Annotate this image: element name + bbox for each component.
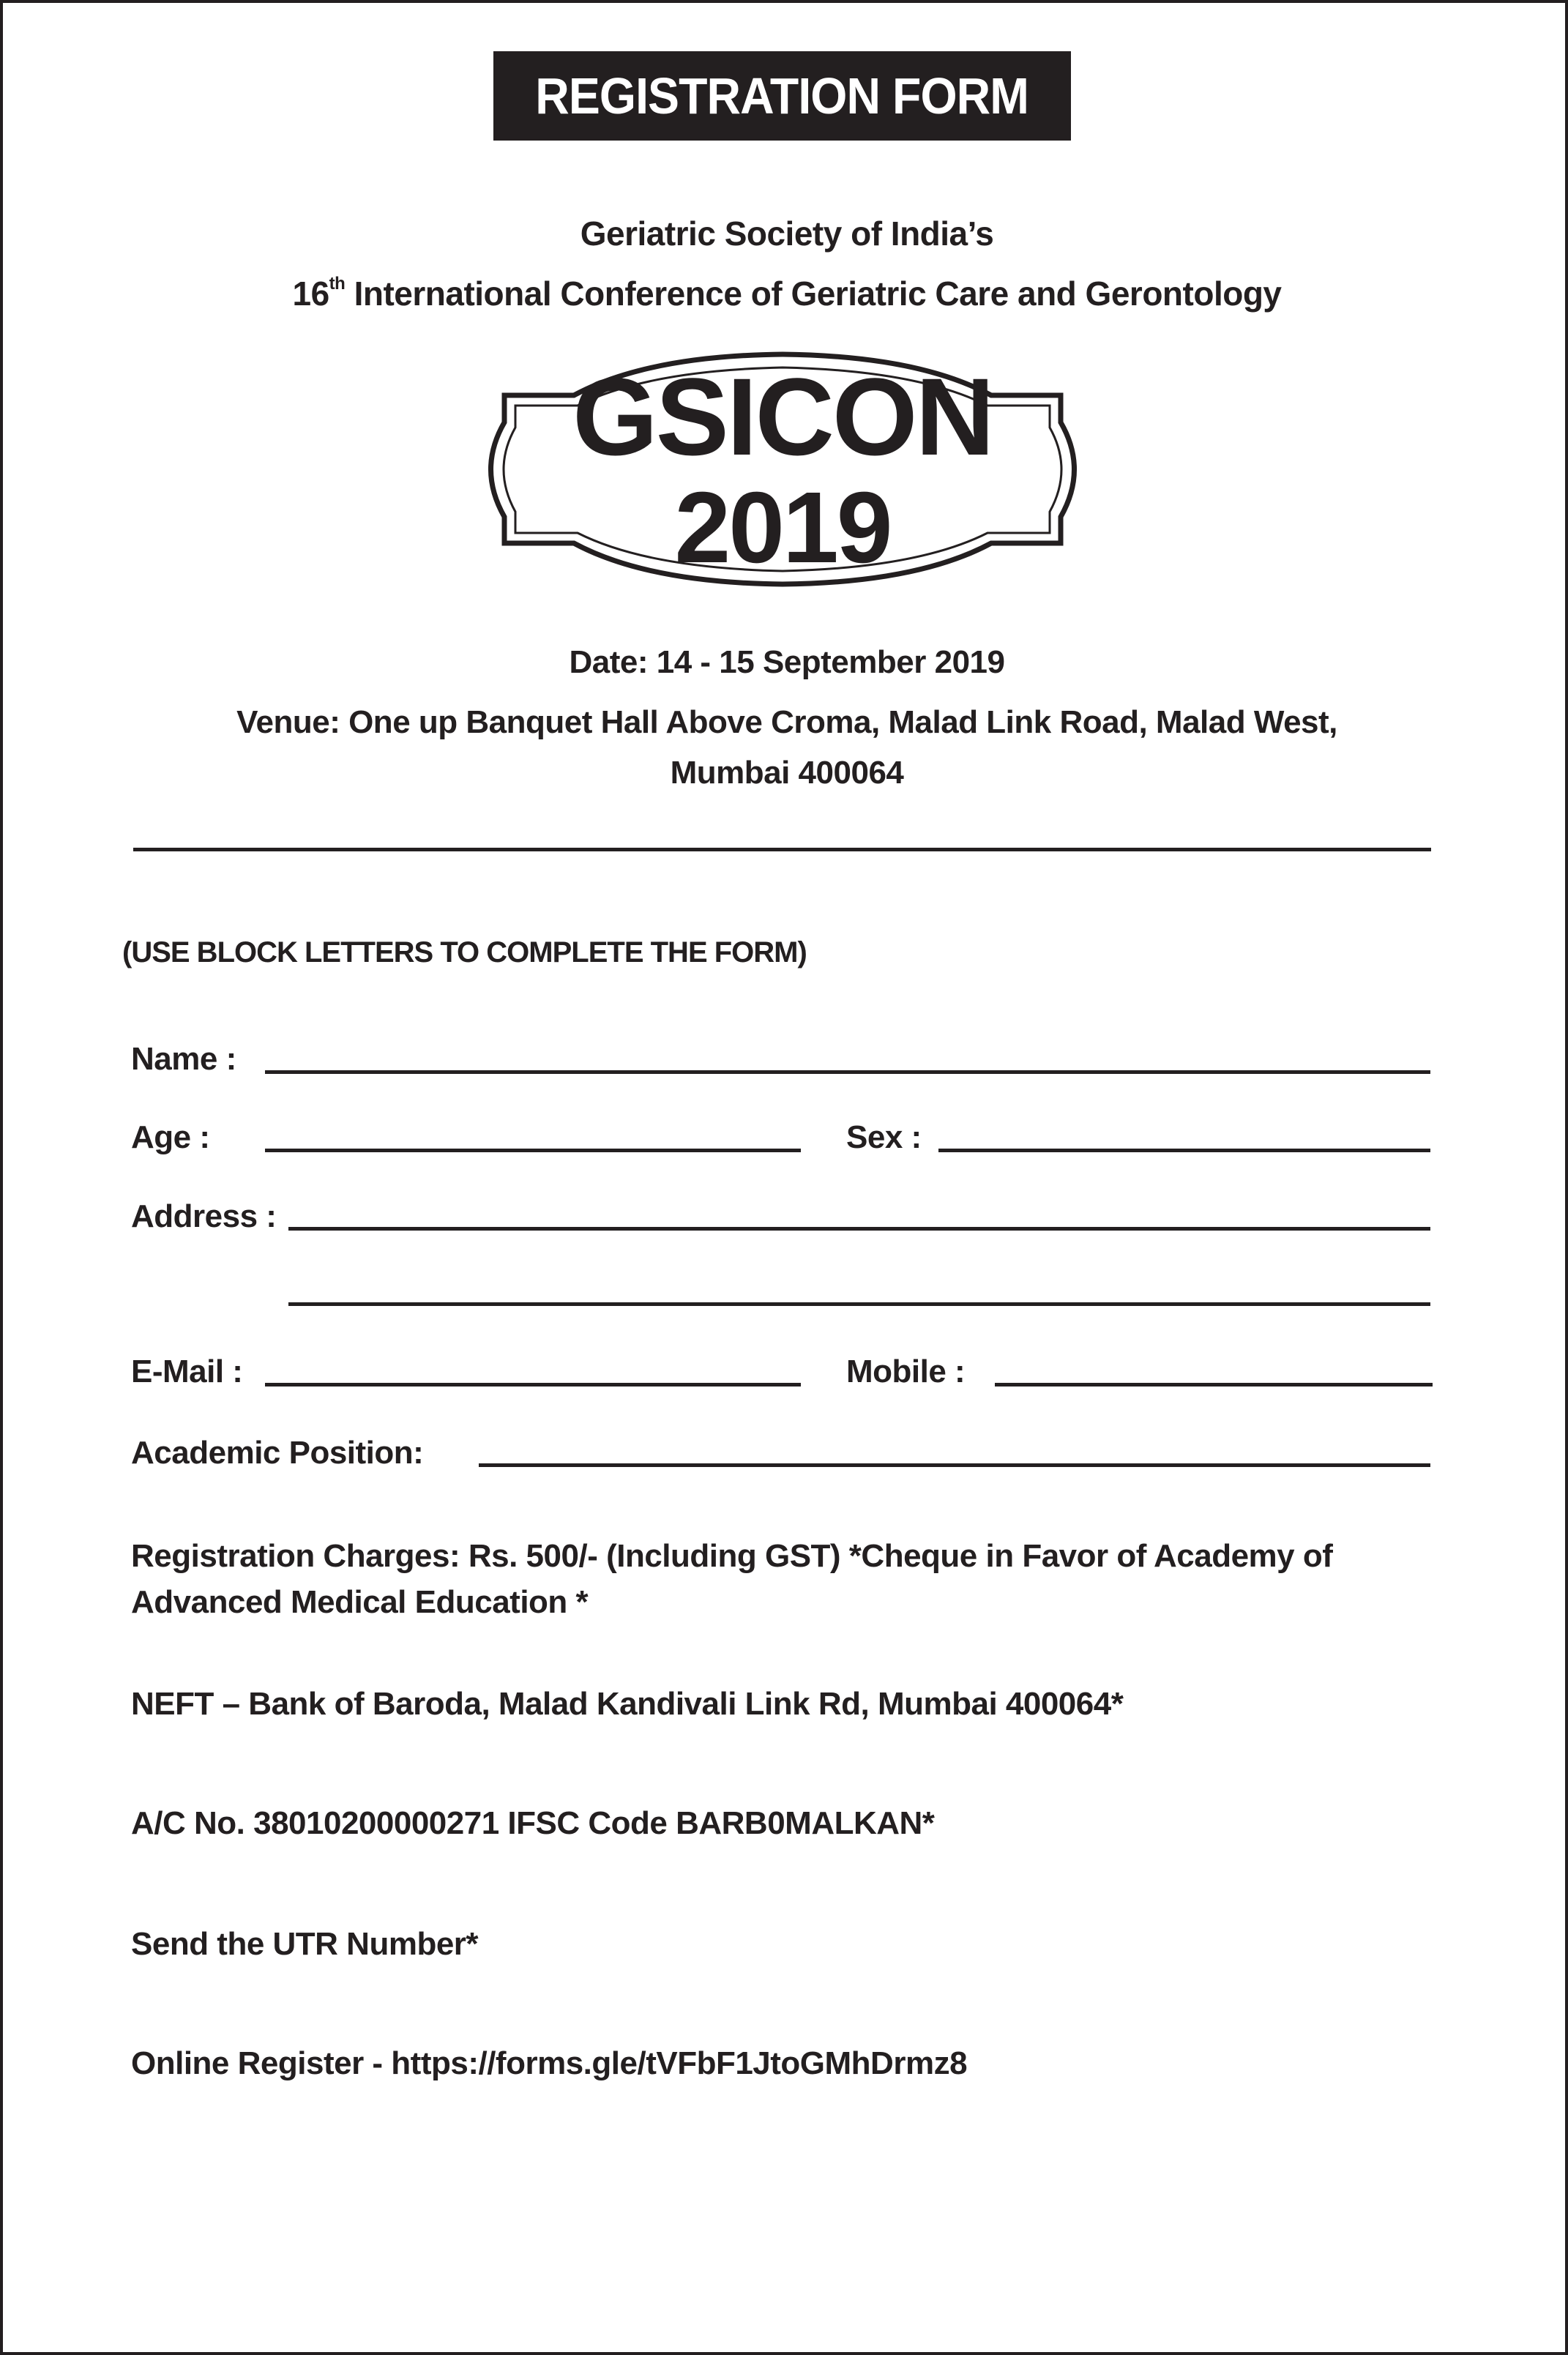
account-details: A/C No. 38010200000271 IFSC Code BARB0MALKAN* — [131, 1805, 935, 1841]
age-label: Age : — [131, 1119, 210, 1155]
registration-charges-line2: Advanced Medical Education * — [131, 1584, 589, 1620]
academic-position-field[interactable] — [479, 1463, 1430, 1467]
utr-instruction: Send the UTR Number* — [131, 1926, 479, 1962]
badge-event-name: GSICON — [572, 355, 993, 478]
conference-name: International Conference of Geriatric Care and Gerontology — [354, 275, 1282, 313]
conference-ordinal-suffix: th — [329, 274, 346, 294]
form-title: REGISTRATION FORM — [535, 67, 1029, 124]
organization-name: Geriatric Society of India’s — [580, 214, 994, 253]
neft-bank-details: NEFT – Bank of Baroda, Malad Kandivali Link Rd, Mumbai 400064* — [131, 1686, 1124, 1722]
section-divider — [133, 848, 1431, 851]
online-register-label: Online Register - — [131, 2045, 392, 2081]
name-label: Name : — [131, 1041, 236, 1077]
event-venue-line2: Mumbai 400064 — [670, 755, 904, 791]
online-register-link[interactable]: https://forms.gle/tVFbF1JtoGMhDrmz8 — [391, 2045, 968, 2081]
title-banner — [493, 51, 1071, 141]
address-label: Address : — [131, 1198, 277, 1234]
mobile-label: Mobile : — [846, 1354, 966, 1389]
sex-field[interactable] — [938, 1149, 1430, 1152]
age-field[interactable] — [265, 1149, 801, 1152]
gsicon-badge — [471, 347, 1094, 592]
conference-ordinal-number: 16 — [292, 275, 329, 313]
email-field[interactable] — [265, 1383, 801, 1386]
mobile-field[interactable] — [995, 1383, 1433, 1386]
email-label: E-Mail : — [131, 1354, 243, 1389]
badge-event-year: 2019 — [674, 471, 891, 584]
name-field[interactable] — [265, 1070, 1430, 1074]
registration-charges-line1: Registration Charges: Rs. 500/- (Including GST) *Cheque in Favor of Academy of — [131, 1538, 1333, 1574]
form-instruction: (USE BLOCK LETTERS TO COMPLETE THE FORM) — [122, 936, 807, 969]
sex-label: Sex : — [846, 1119, 922, 1155]
conference-title — [3, 274, 1568, 313]
address-field-line1[interactable] — [288, 1227, 1430, 1231]
event-date: Date: 14 - 15 September 2019 — [569, 644, 1005, 680]
academic-position-label: Academic Position: — [131, 1435, 424, 1471]
online-register — [131, 2045, 967, 2082]
event-venue-line1: Venue: One up Banquet Hall Above Croma, Malad Link Road, Malad West, — [236, 704, 1337, 740]
address-field-line2[interactable] — [288, 1302, 1430, 1306]
